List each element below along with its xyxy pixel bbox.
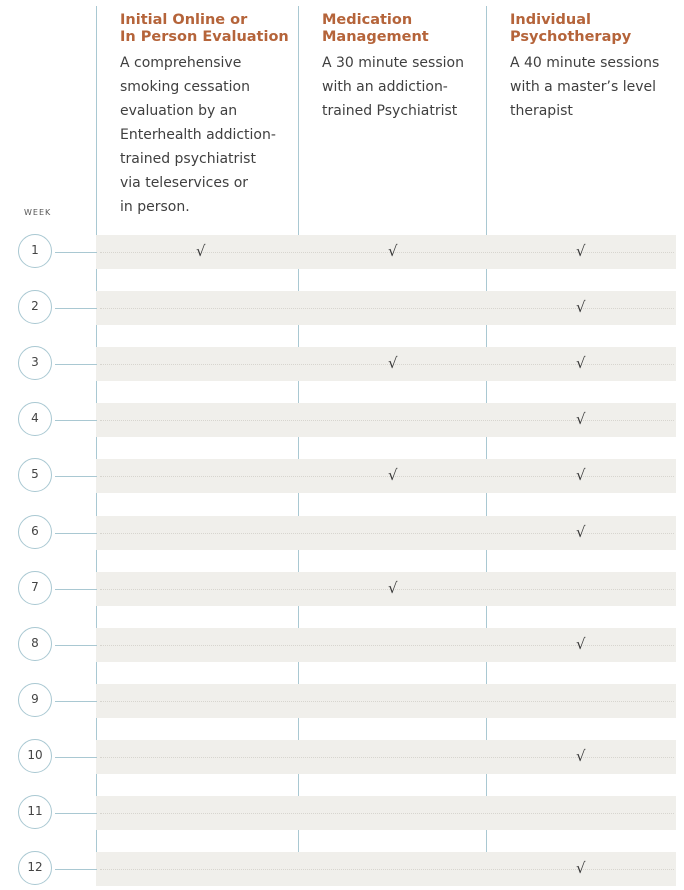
row-dotted-line — [100, 589, 674, 590]
week-row — [0, 459, 684, 493]
week-number-badge: 10 — [18, 739, 52, 773]
row-dotted-line — [100, 364, 674, 365]
week-connector — [55, 364, 97, 365]
description-line: via teleservices or — [120, 175, 249, 191]
description-line: trained psychiatrist — [120, 151, 256, 167]
week-connector — [55, 813, 97, 814]
week-connector — [55, 869, 97, 870]
week-row — [0, 628, 684, 662]
week-connector — [55, 252, 97, 253]
checkmark-icon: √ — [576, 634, 586, 653]
description-line: A 40 minute sessions — [510, 55, 660, 71]
checkmark-icon: √ — [576, 466, 586, 485]
week-connector — [55, 476, 97, 477]
week-number-badge: 1 — [18, 234, 52, 268]
checkmark-icon: √ — [388, 466, 398, 485]
week-number-badge: 2 — [18, 290, 52, 324]
week-connector — [55, 645, 97, 646]
description-line: Enterhealth addiction- — [120, 127, 276, 143]
column-title-line: Initial Online or — [120, 12, 248, 28]
week-number-badge: 5 — [18, 458, 52, 492]
description-line: smoking cessation — [120, 79, 250, 95]
checkmark-icon: √ — [388, 242, 398, 260]
checkmark-icon: √ — [576, 298, 586, 317]
column-description-medication — [322, 51, 482, 123]
week-connector — [55, 308, 97, 309]
week-row — [0, 852, 684, 886]
row-dotted-line — [100, 533, 674, 534]
row-dotted-line — [100, 757, 674, 758]
description-line: with a master’s level — [510, 79, 657, 95]
column-header-evaluation — [120, 12, 290, 219]
week-number-badge: 9 — [18, 683, 52, 717]
week-number-badge: 3 — [18, 346, 52, 380]
column-header-psychotherapy — [510, 12, 680, 123]
column-description-evaluation — [120, 51, 290, 219]
week-connector — [55, 757, 97, 758]
week-number-badge: 11 — [18, 795, 52, 829]
checkmark-icon: √ — [576, 522, 586, 541]
week-number-badge: 7 — [18, 571, 52, 605]
column-title-line: Management — [322, 29, 429, 45]
column-title-line: Individual — [510, 12, 591, 28]
week-connector — [55, 533, 97, 534]
row-dotted-line — [100, 476, 674, 477]
week-connector — [55, 589, 97, 590]
week-row — [0, 403, 684, 437]
row-dotted-line — [100, 701, 674, 702]
checkmark-icon: √ — [576, 410, 586, 429]
description-line: in person. — [120, 199, 190, 215]
column-title-psychotherapy — [510, 12, 680, 46]
column-title-line: In Person Evaluation — [120, 29, 289, 45]
checkmark-icon: √ — [576, 859, 586, 878]
week-row — [0, 347, 684, 381]
week-row — [0, 516, 684, 550]
row-dotted-line — [100, 252, 674, 253]
week-number-badge: 12 — [18, 851, 52, 885]
week-number-badge: 4 — [18, 402, 52, 436]
description-line: therapist — [510, 103, 573, 119]
week-row — [0, 572, 684, 606]
description-line: with an addiction- — [322, 79, 448, 95]
checkmark-icon: √ — [388, 354, 398, 373]
description-line: evaluation by an — [120, 103, 238, 119]
column-header-medication — [322, 12, 482, 123]
checkmark-icon: √ — [196, 242, 206, 260]
week-row — [0, 740, 684, 774]
column-title-line: Psychotherapy — [510, 29, 632, 45]
week-number-badge: 6 — [18, 515, 52, 549]
description-line: A 30 minute session — [322, 55, 464, 71]
week-connector — [55, 701, 97, 702]
week-row — [0, 684, 684, 718]
week-label: WEEK — [24, 208, 52, 217]
column-title-line: Medication — [322, 12, 413, 28]
week-connector — [55, 420, 97, 421]
week-row — [0, 235, 684, 269]
row-dotted-line — [100, 869, 674, 870]
row-dotted-line — [100, 420, 674, 421]
column-title-medication — [322, 12, 482, 46]
column-description-psychotherapy — [510, 51, 680, 123]
checkmark-icon: √ — [576, 242, 586, 260]
description-line: A comprehensive — [120, 55, 242, 71]
row-dotted-line — [100, 645, 674, 646]
row-dotted-line — [100, 813, 674, 814]
checkmark-icon: √ — [576, 354, 586, 373]
description-line: trained Psychiatrist — [322, 103, 458, 119]
column-title-evaluation — [120, 12, 290, 46]
checkmark-icon: √ — [388, 578, 398, 597]
row-dotted-line — [100, 308, 674, 309]
week-row — [0, 291, 684, 325]
week-number-badge: 8 — [18, 627, 52, 661]
week-row — [0, 796, 684, 830]
checkmark-icon: √ — [576, 746, 586, 765]
